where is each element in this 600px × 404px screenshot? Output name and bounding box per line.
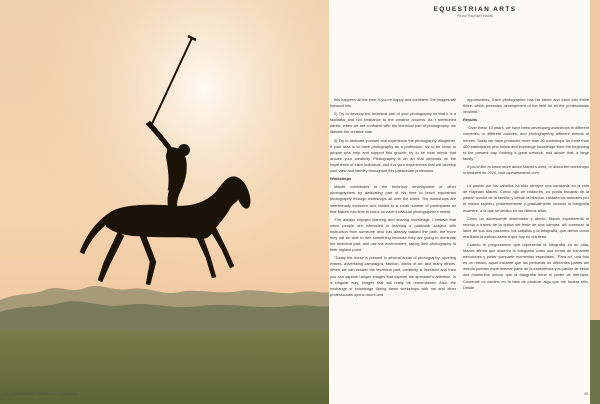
article-column-1 xyxy=(330,97,456,300)
paragraph xyxy=(463,178,589,181)
paragraph: this happens all the time; if you're happy and confident, the images will transmit this. xyxy=(330,97,456,109)
paragraph: If you'd like to know more about Macek's work, or about the workshops scheduled for 2016, visit raphaelmacek.com. xyxy=(463,163,589,176)
paragraph: "Over these 10 years, we have been developing workshops in different countries, in different cultures, and photographing different breeds of horses. Today we have produced more than 20 workshops for more than 400 participants who follow and exchange knowledge from the beginning to the present day, forming a great network, and above that, a large family." xyxy=(463,125,589,161)
paragraph: "I've always enjoyed learning and sharing knowledge, I believe that when people are interested in learning a particular subject with instruction from someone who has already walked the path, the more they will be able to see something because they are going to dominate the technical part, and use the environment, taking their photography to their highest point. xyxy=(330,216,456,253)
subheading: Results xyxy=(463,117,478,123)
page-number-right: 45 xyxy=(584,392,589,396)
next-page-edge xyxy=(590,0,600,404)
paragraph: "Today the horse is present in several areas of photography: sporting events, advertising campaigns, fashion, works of art, and many others. When we can master the technical part, creativity is liberated and then you can capture unique images that capture the spectator's attention. In a singular way, images that will really be remembered. Also, the exchange of knowledge during these workshops with me and other professionals opens doors and xyxy=(330,255,456,297)
section-header xyxy=(410,6,540,18)
page-footer-left: 44 / EQUESTRIAN IBERO-LAT MAGAZINE xyxy=(4,392,78,396)
paragraph: Como un adolescente observador y atento, Macek experimentó el mundo a través de la óptica del lente de una cámara, allí comenzó la labor de sus dos pasiones: los caballos y la fotografía, que dieron como resultado la exitosa carrera que hoy en día tiene. xyxy=(463,215,589,239)
paragraph: 3) Try to dedicate yourself and experience the photography altogether. If your idea is to have photography as a profession, try to be close to people who help and support this growth; try to be near minds that arouse your creativity. Photography is an art that depends on the experience of each individual, and it is your experiences that will develop your view and identity throughout this passionate profession. xyxy=(330,137,456,174)
paragraph: Cuando le preguntamos qué representa la fotografía en su vida, Macek afirma que observa la fotografía como una forma de transmitir emociones y poder compartir momentos especiales. "Para mí, una foto es un retrato, aquel instante que las personas no diferentes partes del mundo puedan experimentar parte de la experiencia y la pasión de estos dos momentos únicos que la fotografía tiene el poder de eternizar. Comencé mi camino en la idea de producir algo que me hiciera feliz. Desde xyxy=(463,241,589,290)
paragraph: opportunities. Each photographer has his talent and each can thrive there, which promotes development of the field for all the professionals involved." xyxy=(463,97,589,115)
paragraph: 2) Try to develop the technical part of your photography so that it is a facilitator and not hindrance to the creative process. As I mentioned earlier, when we are confident with the technical part of photography, we liberate the creative side. xyxy=(330,111,456,135)
paragraph: La pasión por los caballos ha sido siempre una constante en la vida de Raphael Macek. Como hijo de criadores, no podía escapar de la pasión común de la familia, y desde la infancia, cuidaba los animales por el mismo espíritu; posteriormente y gradualmente conoció la fotografía ecuestre, a la que se dedicó en los últimos años. xyxy=(463,183,589,213)
photo-credit: Photo: Raphael Macek xyxy=(456,14,494,18)
section-title: EQUESTRIAN ARTS xyxy=(433,6,517,13)
article-column-2 xyxy=(463,97,589,293)
subheading: Workshops xyxy=(330,176,352,182)
paragraph: Macek contributes to the technical development of other photographers by dedicating part of his time to teach equestrian photography through workshops all over the world. The workshops are intentionally exclusive and limited to a small number of participants so that Macek has time to focus on each individual photographer's needs. xyxy=(330,184,456,214)
